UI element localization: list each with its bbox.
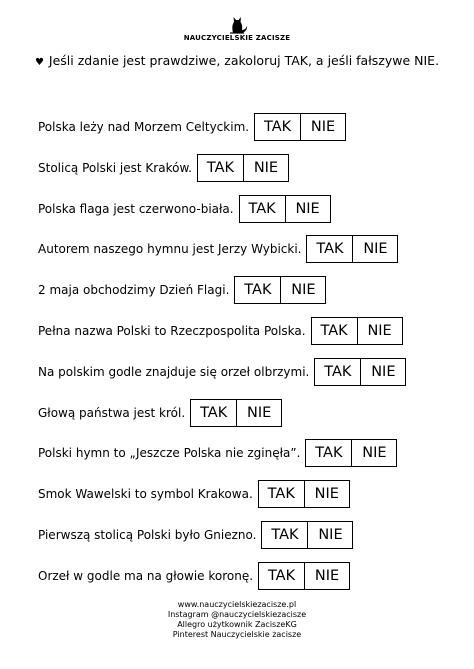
nie-option[interactable]: NIE xyxy=(360,359,405,385)
statement-row xyxy=(38,314,458,348)
statement-row xyxy=(38,396,458,430)
tak-option[interactable]: TAK xyxy=(206,159,235,176)
statement-text: Smok Wawelski to symbol Krakowa. xyxy=(38,487,253,502)
nie-option[interactable]: NIE xyxy=(351,440,396,466)
tak-option[interactable]: TAK xyxy=(267,486,295,503)
statement-row xyxy=(38,151,458,185)
tak-option[interactable]: TAK xyxy=(200,404,228,421)
statement-row xyxy=(38,477,458,511)
answer-box xyxy=(258,480,350,508)
instruction-text: Jeśli zdanie jest prawdziwe, zakoloruj TAK, a jeśli fałszywe NIE. xyxy=(48,53,440,68)
statement-row xyxy=(38,559,458,593)
answer-box xyxy=(190,399,282,427)
statement-row xyxy=(38,232,458,266)
tak-option[interactable]: TAK xyxy=(248,200,276,217)
answer-box xyxy=(306,235,398,263)
cat-icon xyxy=(224,14,250,34)
tak-option[interactable]: TAK xyxy=(320,322,348,339)
statement-row xyxy=(38,192,458,226)
logo xyxy=(0,14,474,48)
answer-box xyxy=(258,562,350,590)
answer-box xyxy=(311,317,403,345)
footer-pinterest: Pinterest Nauczycielskie zacisze xyxy=(172,630,302,639)
nie-option[interactable]: NIE xyxy=(236,400,281,426)
footer-instagram: Instagram @nauczycielskiezacisze xyxy=(167,610,307,619)
tak-option[interactable]: TAK xyxy=(324,363,352,380)
statement-text: 2 maja obchodzimy Dzień Flagi. xyxy=(38,283,230,298)
nie-option[interactable]: NIE xyxy=(307,522,352,548)
tak-option[interactable]: TAK xyxy=(315,445,343,462)
answer-box xyxy=(254,113,346,141)
logo-text: NAUCZYCIELSKIE ZACISZE xyxy=(183,34,291,42)
statement-row xyxy=(38,518,458,552)
nie-option[interactable]: NIE xyxy=(357,318,402,344)
tak-option[interactable]: TAK xyxy=(271,526,299,543)
answer-box xyxy=(234,276,326,304)
footer-website: www.nauczycielskiezacisze.pl xyxy=(177,600,297,609)
nie-option[interactable]: NIE xyxy=(352,236,397,262)
statement-text: Polski hymn to „Jeszcze Polska nie zginęła”. xyxy=(38,446,301,461)
statement-row xyxy=(38,273,458,307)
answer-box xyxy=(239,195,331,223)
footer-allegro: Allegro użytkownik ZaciszeKG xyxy=(177,620,297,629)
statement-row xyxy=(38,355,458,389)
statement-text: Autorem naszego hymnu jest Jerzy Wybicki. xyxy=(38,242,302,257)
nie-option[interactable]: NIE xyxy=(304,563,349,589)
heart-icon: ♥ xyxy=(34,57,44,68)
statement-text: Polska leży nad Morzem Celtyckim. xyxy=(38,120,250,134)
answer-box xyxy=(197,154,289,182)
tak-option[interactable]: TAK xyxy=(316,241,344,258)
statement-text: Orzeł w godle ma na głowie koronę. xyxy=(38,568,254,583)
tak-option[interactable]: TAK xyxy=(263,119,292,135)
nie-option[interactable]: NIE xyxy=(304,481,349,507)
nie-option[interactable]: NIE xyxy=(300,114,345,140)
statement-row xyxy=(38,436,458,470)
statement-text: Stolicą Polski jest Kraków. xyxy=(38,160,192,175)
answer-box xyxy=(314,358,406,386)
nie-option[interactable]: NIE xyxy=(285,196,330,222)
statement-list xyxy=(38,110,458,600)
answer-box xyxy=(305,439,397,467)
answer-box xyxy=(261,521,353,549)
instruction xyxy=(30,52,444,71)
statement-text: Pierwszą stolicą Polski było Gniezno. xyxy=(38,527,257,542)
statement-text: Polska flaga jest czerwono-biała. xyxy=(38,201,234,216)
tak-option[interactable]: TAK xyxy=(244,282,272,299)
nie-option[interactable]: NIE xyxy=(243,155,288,181)
statement-text: Głową państwa jest król. xyxy=(38,405,186,420)
footer xyxy=(0,600,474,640)
tak-option[interactable]: TAK xyxy=(267,567,296,584)
statement-text: Pełna nazwa Polski to Rzeczpospolita Polska. xyxy=(38,323,306,338)
statement-row xyxy=(38,110,458,144)
statement-text: Na polskim godle znajduje się orzeł olbrzymi. xyxy=(38,364,310,379)
nie-option[interactable]: NIE xyxy=(280,277,325,303)
